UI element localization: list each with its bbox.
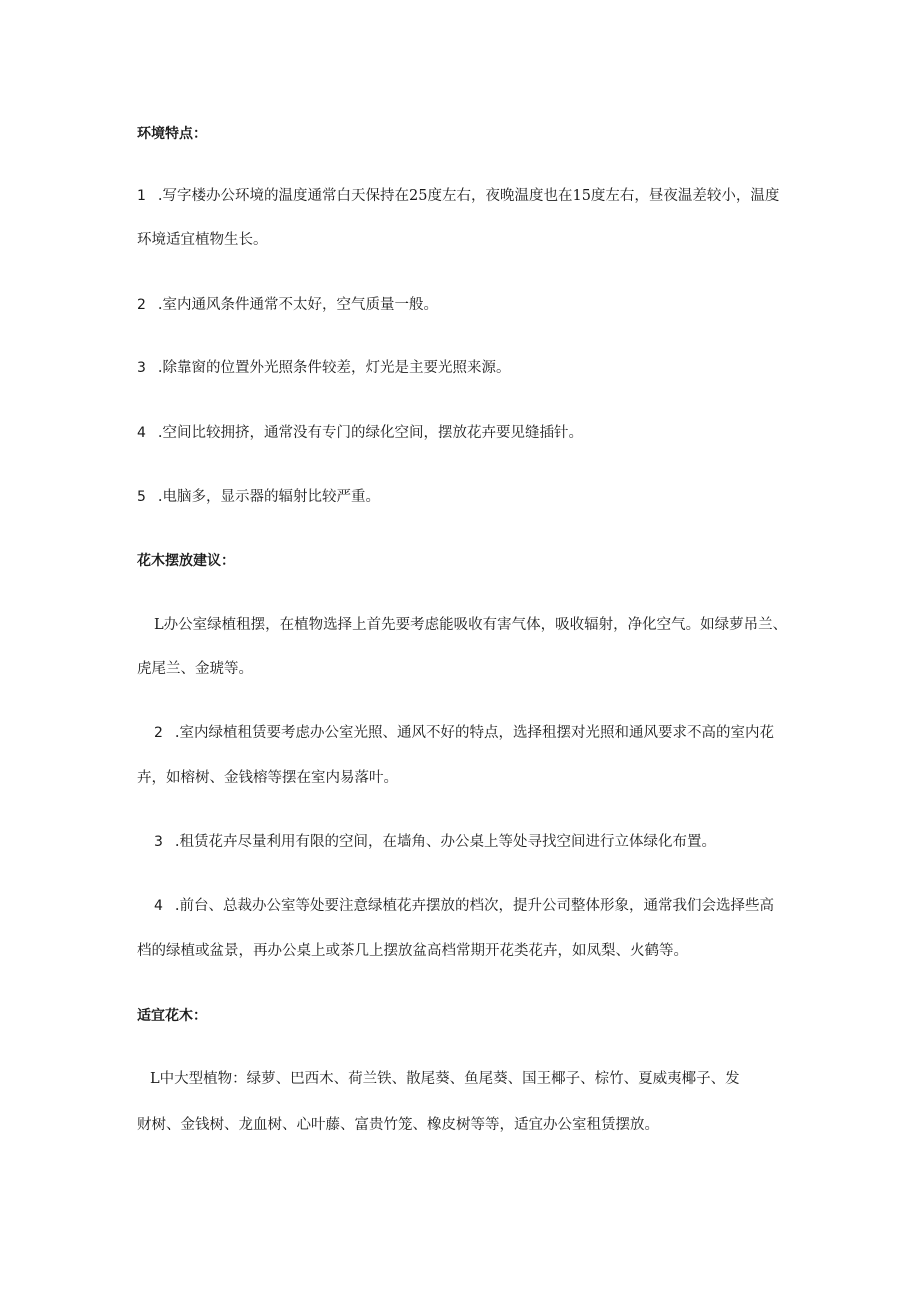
item-text: .前台、总裁办公室等处要注意绿植花卉摆放的档次，提升公司整体形象，通常我们会选择些高 (174, 898, 775, 914)
item-text: .电脑多，显示器的辐射比较严重。 (157, 489, 381, 505)
list-item-env-2 (137, 295, 438, 315)
item-text-continued: 环境适宜植物生长。 (137, 232, 268, 248)
item-text-continued: 虎尾兰、金琥等。 (137, 661, 253, 677)
section-heading-placement: 花木摆放建议： (137, 553, 235, 569)
item-text: .室内通风条件通常不太好，空气质量一般。 (157, 297, 439, 313)
item-text: .室内绿植租赁要考虑办公室光照、通风不好的特点，选择租摆对光照和通风要求不高的室内花 (174, 725, 775, 741)
item-text-continued: 档的绿植或盆景，再办公桌上或茶几上摆放盆高档常期开花类花卉，如凤梨、火鹤等。 (137, 943, 688, 959)
item-text: .写字楼办公环境的温度通常白天保持在25度左右，夜晚温度也在15度左右，昼夜温差较小，温度 (157, 188, 780, 204)
item-number: 3 (154, 834, 163, 850)
item-number: 2 (154, 725, 163, 741)
item-number: 4 (154, 898, 163, 914)
section-heading-suitable-plants: 适宜花木： (137, 1008, 207, 1024)
item-number: 1 (137, 188, 146, 204)
item-text: .租赁花卉尽量利用有限的空间，在墙角、办公桌上等处寻找空间进行立体绿化布置。 (174, 834, 717, 850)
item-number: 3 (137, 360, 146, 376)
list-item-place-3 (154, 832, 716, 852)
list-item-place-4 (154, 896, 774, 916)
item-text: .除靠窗的位置外光照条件较差，灯光是主要光照来源。 (157, 360, 511, 376)
item-text-continued: 卉，如榕树、金钱榕等摆在室内易落叶。 (137, 770, 398, 786)
list-item-env-1 (137, 186, 779, 206)
item-text: L中大型植物：绿萝、巴西木、荷兰铁、散尾葵、鱼尾葵、国王椰子、棕竹、夏威夷椰子、发 (150, 1071, 740, 1087)
item-number: 4 (137, 425, 146, 441)
list-item-env-4 (137, 423, 583, 443)
list-item-env-5 (137, 487, 380, 507)
list-item-env-3 (137, 358, 511, 378)
item-number: 2 (137, 297, 146, 313)
item-text: L办公室绿植租摆，在植物选择上首先要考虑能吸收有害气体，吸收辐射，净化空气。如绿萝吊兰、 (154, 617, 788, 633)
item-text: .空间比较拥挤，通常没有专门的绿化空间，摆放花卉要见缝插针。 (157, 425, 584, 441)
item-number: 5 (137, 489, 146, 505)
list-item-place-2 (154, 723, 774, 743)
section-heading-environment: 环境特点： (137, 126, 207, 142)
list-item-plants-1 (150, 1069, 740, 1089)
list-item-place-1 (154, 615, 787, 635)
item-text-continued: 财树、金钱树、龙血树、心叶藤、富贵竹笼、橡皮树等等，适宜办公室租赁摆放。 (137, 1117, 659, 1133)
